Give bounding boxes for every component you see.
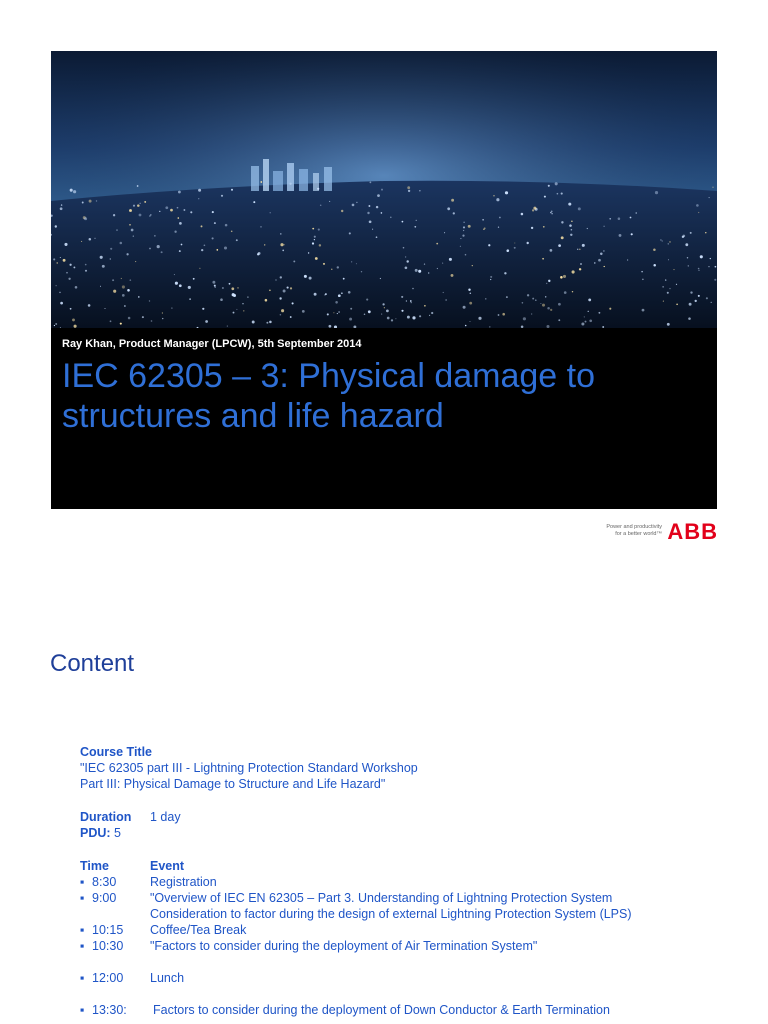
title-panel [51, 328, 717, 509]
schedule-time: 10:30 [92, 939, 124, 953]
bullet-icon: ▪ [80, 939, 85, 953]
bullet-icon: ▪ [80, 891, 85, 905]
course-title-label: Course Title [80, 745, 153, 759]
schedule-row-continuation [80, 906, 720, 922]
duration-value: 1 day [150, 810, 181, 824]
abb-branding [560, 520, 718, 546]
abb-logo: ABB [667, 519, 718, 544]
schedule-event: Lunch [150, 971, 185, 985]
bullet-icon: ▪ [80, 1003, 85, 1017]
course-title-line-2: Part III: Physical Damage to Structure and Life Hazard" [80, 777, 386, 791]
slide-title-line-2: structures and life hazard [62, 397, 444, 435]
schedule-event: Consideration to factor during the design of external Lightning Protection System (LPS) [150, 907, 632, 921]
pdu-value: 5 [114, 826, 121, 840]
content-heading: Content [50, 650, 135, 677]
time-header: Time [80, 859, 109, 873]
schedule-header [80, 858, 720, 874]
tagline-line-2: for a better world™ [615, 531, 662, 537]
slide-title [62, 356, 702, 436]
schedule-time: 8:30 [92, 875, 117, 889]
course-title-block [80, 744, 418, 792]
course-title-line-1: "IEC 62305 part III - Lightning Protection Standard Workshop [80, 761, 418, 775]
duration-block [80, 809, 181, 841]
schedule-event: Registration [150, 875, 217, 889]
schedule-row [80, 890, 720, 906]
schedule-event: "Overview of IEC EN 62305 – Part 3. Understanding of Lightning Protection System [150, 891, 613, 905]
city-lights-illustration [51, 51, 717, 328]
schedule-event: Coffee/Tea Break [150, 923, 247, 937]
schedule-block [80, 858, 720, 1018]
schedule-time: 10:15 [92, 923, 124, 937]
bullet-icon: ▪ [80, 875, 85, 889]
pdu-label: PDU: [80, 826, 111, 840]
schedule-row [80, 938, 720, 954]
schedule-event: "Factors to consider during the deployment of Air Termination System" [150, 939, 538, 953]
slide-title-line-1: IEC 62305 – 3: Physical damage to [62, 357, 595, 395]
presenter-line: Ray Khan, Product Manager (LPCW), 5th September 2014 [62, 338, 362, 350]
schedule-row [80, 970, 720, 986]
schedule-time: 13:30: [92, 1003, 127, 1017]
tagline-line-1: Power and productivity [606, 524, 662, 530]
bullet-icon: ▪ [80, 923, 85, 937]
schedule-time: 12:00 [92, 971, 124, 985]
schedule-row [80, 1002, 720, 1018]
bullet-icon: ▪ [80, 971, 85, 985]
schedule-event: Factors to consider during the deployment of Down Conductor & Earth Termination [153, 1003, 610, 1017]
event-header: Event [150, 859, 185, 873]
schedule-time: 9:00 [92, 891, 117, 905]
schedule-row [80, 922, 720, 938]
duration-label: Duration [80, 810, 132, 824]
abb-tagline [606, 524, 662, 538]
city-night-photo [51, 51, 717, 328]
schedule-row [80, 874, 720, 890]
